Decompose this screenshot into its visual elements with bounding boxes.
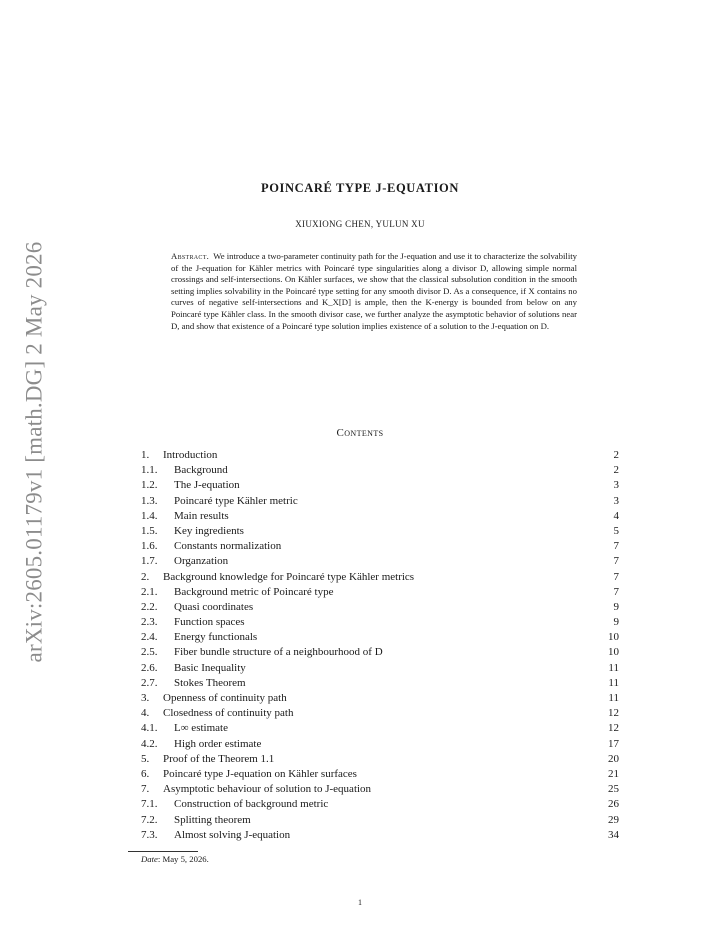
- toc-entry[interactable]: [141, 782, 619, 797]
- toc-entry[interactable]: [141, 691, 619, 706]
- toc-entry-page: 11: [608, 661, 619, 674]
- toc-entry-page: 21: [608, 767, 619, 780]
- toc-entry-page: 5: [613, 524, 619, 537]
- toc-entry-number: 2.6.: [141, 661, 158, 674]
- toc-entry[interactable]: [141, 752, 619, 767]
- toc-entry-number: 1.2.: [141, 479, 158, 492]
- toc-entry-title: Poincaré type J-equation on Kähler surfaces: [163, 767, 357, 780]
- toc-entry-number: 7.: [141, 783, 150, 796]
- toc-entry-page: 20: [608, 752, 619, 765]
- toc-entry-page: 2: [613, 449, 619, 461]
- toc-entry[interactable]: [141, 676, 619, 691]
- toc-entry-title: Openness of continuity path: [163, 692, 287, 704]
- toc-entry-title: Construction of background metric: [174, 798, 329, 811]
- toc-entry-number: 2.1.: [141, 585, 158, 598]
- toc-entry-title: Splitting theorem: [174, 813, 251, 826]
- contents-heading: Contents: [336, 427, 384, 439]
- toc-entry-page: 9: [613, 600, 619, 613]
- toc-entry-page: 2: [613, 464, 619, 477]
- toc-entry[interactable]: [141, 813, 619, 828]
- toc-entry[interactable]: [141, 509, 619, 524]
- toc-entry-page: 34: [608, 828, 619, 841]
- toc-entry-number: 4.1.: [141, 722, 158, 735]
- toc-entry-number: 2.3.: [141, 616, 158, 629]
- abstract: [171, 251, 577, 332]
- toc-entry-number: 2.5.: [141, 646, 158, 659]
- toc-entry-number: 2.2.: [141, 600, 158, 613]
- toc-entry-page: 7: [613, 585, 619, 598]
- toc-entry-title: Background metric of Poincaré type: [174, 585, 334, 598]
- toc-entry-page: 3: [613, 479, 619, 492]
- toc-entry-number: 1.5.: [141, 524, 158, 537]
- toc-entry[interactable]: [141, 645, 619, 660]
- toc-entry[interactable]: [141, 721, 619, 736]
- arxiv-identifier-text: arXiv:2605.01179v1 [math.DG] 2 May 2026: [21, 241, 47, 663]
- toc-entry-number: 2.4.: [141, 631, 158, 644]
- toc-entry-number: 3.: [141, 692, 150, 704]
- toc-entry-number: 7.2.: [141, 813, 158, 826]
- toc-entry-title: Fiber bundle structure of a neighbourhood of D: [174, 646, 383, 659]
- toc-entry-number: 2.: [141, 570, 150, 583]
- abstract-heading: Abstract.: [171, 251, 210, 261]
- toc-entry-page: 12: [608, 707, 619, 720]
- toc-entry-page: 7: [613, 570, 619, 583]
- toc-entry[interactable]: [141, 570, 619, 585]
- toc-entry-title: Basic Inequality: [174, 661, 246, 674]
- toc-entry[interactable]: [141, 661, 619, 676]
- toc-entry-number: 7.3.: [141, 828, 158, 841]
- toc-entry-title: Asymptotic behaviour of solution to J-equation: [163, 783, 372, 796]
- toc-entry-number: 1.4.: [141, 509, 158, 522]
- toc-entry-page: 10: [608, 631, 619, 644]
- toc-entry[interactable]: [141, 615, 619, 630]
- toc-entry-title: Key ingredients: [174, 524, 244, 537]
- toc-entry-page: 11: [608, 676, 619, 689]
- toc-entry-page: 3: [613, 494, 619, 507]
- toc-entry-title: Organzation: [174, 555, 229, 568]
- toc-entry[interactable]: [141, 797, 619, 812]
- toc-entry-number: 1.: [141, 449, 150, 461]
- toc-entry-page: 9: [613, 616, 619, 629]
- toc-entry[interactable]: [141, 463, 619, 478]
- abstract-text: We introduce a two-parameter continuity path for the J-equation and use it to characterize the solvability of the J-equation for Kähler metrics with Poincaré type singularities along a divisor D, allowing simple normal crossings and self-intersections. On Kähler surfaces, we show that the classical subsolution condition in the smooth setting implies solvability in the Poincaré type setting for any smooth divisor D. As a consequence, if X contains no curves of negative self-intersections and K_X[D] is ample, then the K-energy is bounded from below on any Poincaré type Kähler class. In the smooth divisor case, we further analyze the asymptotic behavior of solutions near D, and show that existence of a Poincaré type solution implies existence of a solution to the J-equation on D.: [171, 251, 577, 331]
- footnote-label: Date: [141, 854, 158, 864]
- toc-entry-number: 4.2.: [141, 737, 158, 750]
- toc-entry-page: 25: [608, 783, 619, 796]
- paper-authors: XIUXIONG CHEN, YULUN XU: [295, 219, 425, 229]
- toc-entry-title: L∞ estimate: [174, 722, 228, 735]
- toc-entry[interactable]: [141, 539, 619, 554]
- toc-entry-title: Almost solving J-equation: [174, 828, 291, 841]
- toc-entry[interactable]: [141, 554, 619, 569]
- toc-entry-title: Introduction: [163, 449, 218, 461]
- toc-entry-title: Background: [174, 464, 228, 477]
- footnote-rule: [128, 851, 198, 852]
- toc-entry-page: 4: [613, 509, 619, 522]
- date-footnote: [141, 854, 209, 864]
- toc-entry-title: Quasi coordinates: [174, 600, 254, 613]
- toc-entry[interactable]: [141, 494, 619, 509]
- toc-entry-title: High order estimate: [174, 737, 262, 750]
- toc-entry-number: 1.7.: [141, 555, 158, 568]
- toc-entry-title: Closedness of continuity path: [163, 707, 294, 720]
- toc-entry-title: The J-equation: [174, 479, 240, 492]
- page-number: 1: [358, 898, 362, 907]
- toc-entry[interactable]: [141, 767, 619, 782]
- toc-entry-title: Proof of the Theorem 1.1: [163, 752, 275, 765]
- toc-entry-page: 11: [608, 692, 619, 704]
- toc-entry-title: Background knowledge for Poincaré type Kähler metrics: [163, 570, 415, 583]
- toc-entry-title: Poincaré type Kähler metric: [174, 494, 298, 507]
- toc-entry-number: 5.: [141, 752, 150, 765]
- toc-entry-number: 4.: [141, 707, 150, 720]
- toc-entry-page: 26: [608, 798, 619, 811]
- toc-entry-page: 17: [608, 737, 619, 750]
- toc-entry-title: Constants normalization: [174, 540, 282, 553]
- toc-entry-number: 1.3.: [141, 494, 158, 507]
- toc-entry[interactable]: [141, 630, 619, 645]
- toc-entry-title: Stokes Theorem: [174, 676, 246, 689]
- toc-entry[interactable]: [141, 600, 619, 615]
- toc-entry[interactable]: [141, 524, 619, 539]
- toc-entry-page: 7: [613, 555, 619, 568]
- toc-entry-page: 7: [613, 540, 619, 553]
- toc-entry[interactable]: [141, 448, 619, 463]
- toc-entry-title: Main results: [174, 509, 229, 522]
- toc-entry[interactable]: [141, 706, 619, 721]
- paper-title: POINCARÉ TYPE J-EQUATION: [261, 181, 459, 195]
- toc-entry[interactable]: [141, 585, 619, 600]
- toc-entry[interactable]: [141, 478, 619, 493]
- toc-entry-number: 7.1.: [141, 798, 158, 811]
- toc-entry-number: 1.6.: [141, 540, 158, 553]
- toc-entry-page: 12: [608, 722, 619, 735]
- toc-entry[interactable]: [141, 828, 619, 843]
- arxiv-identifier: [12, 241, 56, 663]
- toc-entry-number: 6.: [141, 767, 150, 780]
- table-of-contents: [141, 448, 619, 843]
- toc-entry[interactable]: [141, 737, 619, 752]
- footnote-value: : May 5, 2026.: [157, 854, 209, 864]
- toc-entry-number: 2.7.: [141, 676, 158, 689]
- toc-entry-page: 29: [608, 813, 619, 826]
- toc-entry-title: Energy functionals: [174, 631, 258, 644]
- toc-entry-page: 10: [608, 646, 619, 659]
- toc-entry-number: 1.1.: [141, 464, 158, 477]
- toc-entry-title: Function spaces: [174, 616, 245, 629]
